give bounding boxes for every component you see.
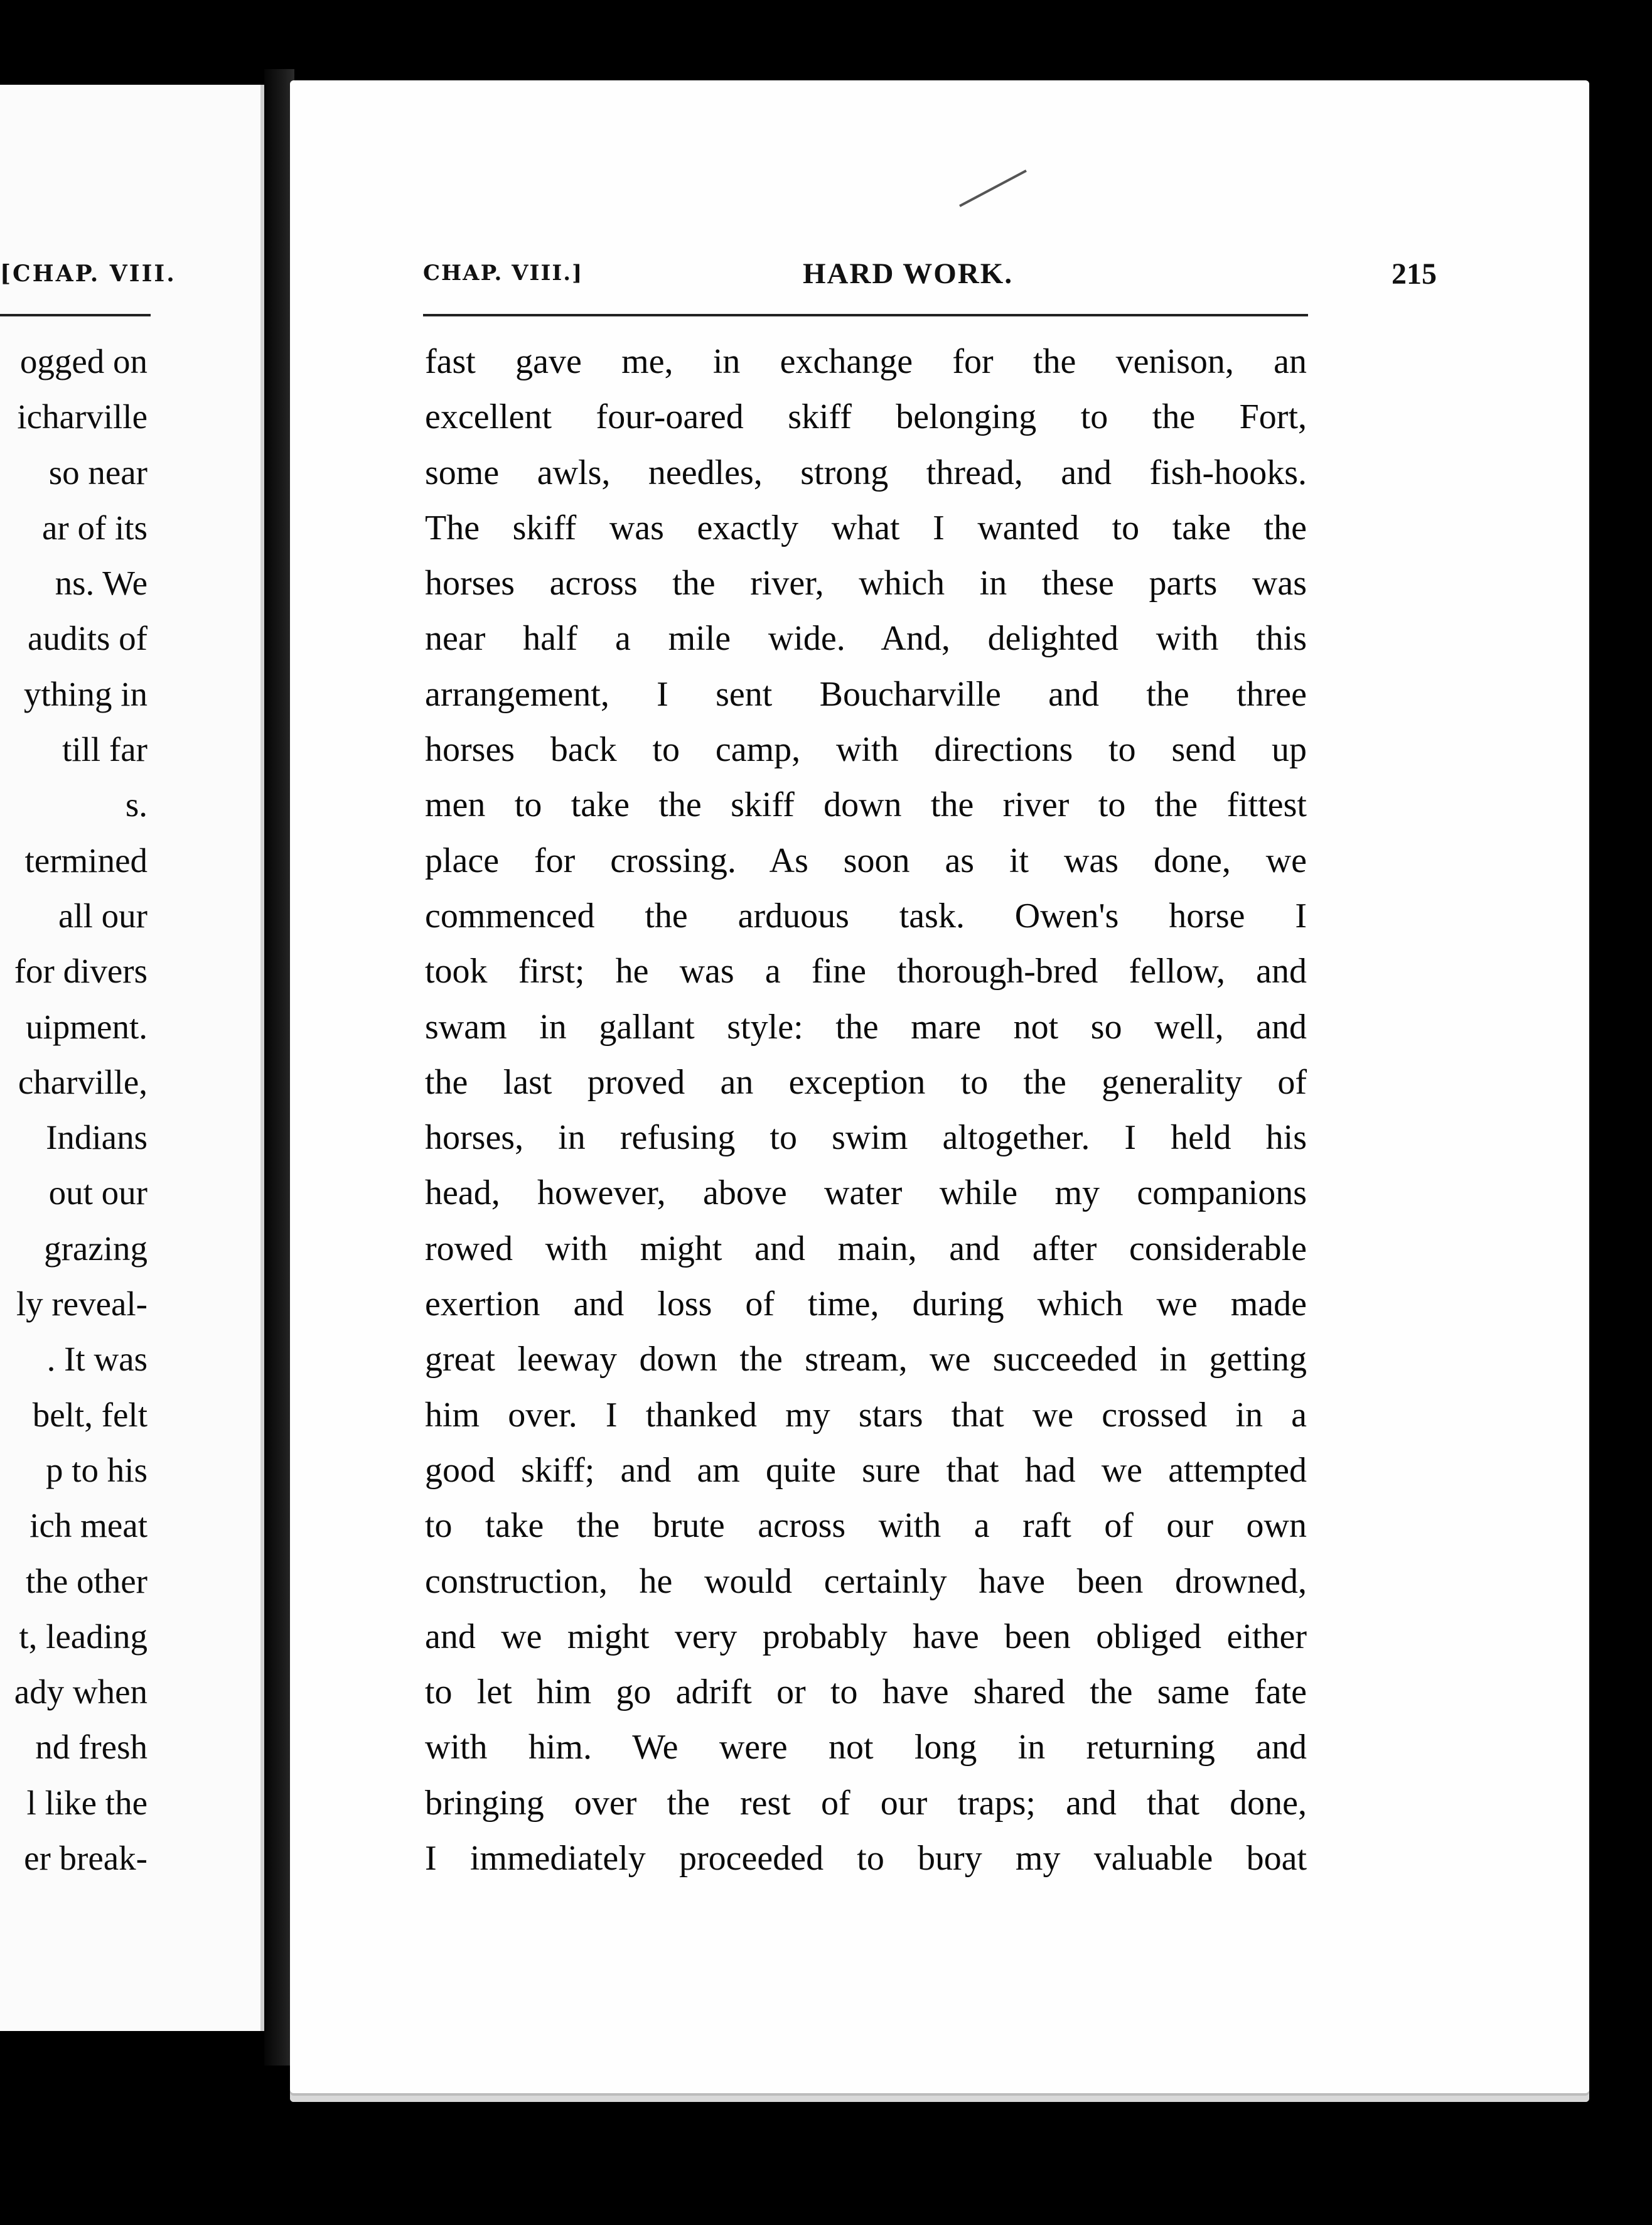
previous-page-line: ich meat [30, 1506, 148, 1545]
text-line: near half a mile wide. And, delighted with this [425, 619, 1307, 659]
text-line: rowed with might and main, and after considerable [425, 1229, 1307, 1268]
text-line: to let him go adrift or to have shared the same fate [425, 1673, 1307, 1712]
text-line: The skiff was exactly what I wanted to take the [425, 508, 1307, 547]
previous-page-line: s. [125, 785, 148, 824]
page-number: 215 [1392, 257, 1437, 291]
text-line: exertion and loss of time, during which we made [425, 1285, 1307, 1324]
chapter-label: CHAP. VIII.] [423, 261, 584, 286]
text-line: swam in gallant style: the mare not so well, and [425, 1007, 1307, 1047]
text-line: horses, in refusing to swim altogether. I held his [425, 1118, 1307, 1158]
page-body-text [425, 334, 1307, 1886]
previous-page-line: uipment. [25, 1007, 148, 1046]
previous-page-line: ogged on [19, 342, 148, 380]
header-rule [423, 314, 1308, 316]
previous-page-line: termined [24, 841, 148, 880]
page-title: HARD WORK. [803, 257, 1014, 290]
text-line: excellent four-oared skiff belonging to the Fort, [425, 397, 1307, 437]
previous-page-line: ns. We [55, 564, 148, 603]
running-header [423, 257, 1597, 304]
text-line: to take the brute across with a raft of our own [425, 1506, 1307, 1546]
previous-page-line: . It was [46, 1340, 148, 1379]
text-line: arrangement, I sent Boucharville and the three [425, 674, 1307, 714]
text-line: with him. We were not long in returning and [425, 1728, 1307, 1767]
text-line: fast gave me, in exchange for the venison, an [425, 342, 1307, 381]
text-line: great leeway down the stream, we succeeded in getting [425, 1340, 1307, 1379]
previous-page-line: all our [58, 896, 148, 935]
previous-page-line: ar of its [41, 508, 148, 547]
text-line: him over. I thanked my stars that we crossed in a [425, 1395, 1307, 1435]
previous-page-line: er break- [24, 1839, 148, 1878]
previous-page-line: p to his [46, 1450, 148, 1489]
previous-page-running-header: [CHAP. VIII. [0, 261, 176, 287]
text-line: I immediately proceeded to bury my valuable boat [425, 1839, 1307, 1878]
text-line: horses across the river, which in these parts was [425, 564, 1307, 603]
previous-page-line: belt, felt [32, 1395, 148, 1434]
previous-page [0, 85, 264, 2031]
text-line: construction, he would certainly have been drowned, [425, 1561, 1307, 1601]
previous-page-line: so near [48, 453, 148, 492]
previous-page-line: icharville [17, 397, 148, 436]
text-line: place for crossing. As soon as it was done, we [425, 841, 1307, 880]
pencil-mark [959, 170, 1027, 207]
previous-page-line: nd fresh [35, 1728, 148, 1767]
text-line: commenced the arduous task. Owen's horse I [425, 896, 1307, 935]
text-line: took first; he was a fine thorough-bred fellow, and [425, 952, 1307, 991]
text-line: and we might very probably have been obliged either [425, 1617, 1307, 1656]
previous-page-line: ady when [14, 1673, 148, 1711]
text-line: good skiff; and am quite sure that had we attempted [425, 1450, 1307, 1490]
previous-page-line: l like the [26, 1783, 148, 1822]
previous-page-header-rule [0, 314, 151, 316]
previous-page-line: charville, [18, 1062, 148, 1101]
previous-page-line: out our [48, 1173, 148, 1212]
previous-page-line: ly reveal- [16, 1285, 148, 1323]
text-line: bringing over the rest of our traps; and that done, [425, 1783, 1307, 1823]
previous-page-line: t, leading [19, 1617, 148, 1656]
previous-page-line: audits of [28, 619, 148, 658]
previous-page-line: till far [62, 730, 148, 769]
previous-page-line: Indians [46, 1118, 148, 1157]
previous-page-text [14, 334, 148, 1886]
text-line: the last proved an exception to the generality of [425, 1062, 1307, 1102]
text-line: head, however, above water while my companions [425, 1173, 1307, 1213]
previous-page-line: for divers [14, 952, 148, 991]
text-line: horses back to camp, with directions to send up [425, 730, 1307, 770]
text-line: men to take the skiff down the river to the fittest [425, 785, 1307, 825]
text-line: some awls, needles, strong thread, and fish-hooks. [425, 453, 1307, 492]
previous-page-line: ything in [23, 674, 148, 713]
previous-page-line: the other [26, 1561, 148, 1600]
previous-page-line: grazing [44, 1229, 148, 1268]
